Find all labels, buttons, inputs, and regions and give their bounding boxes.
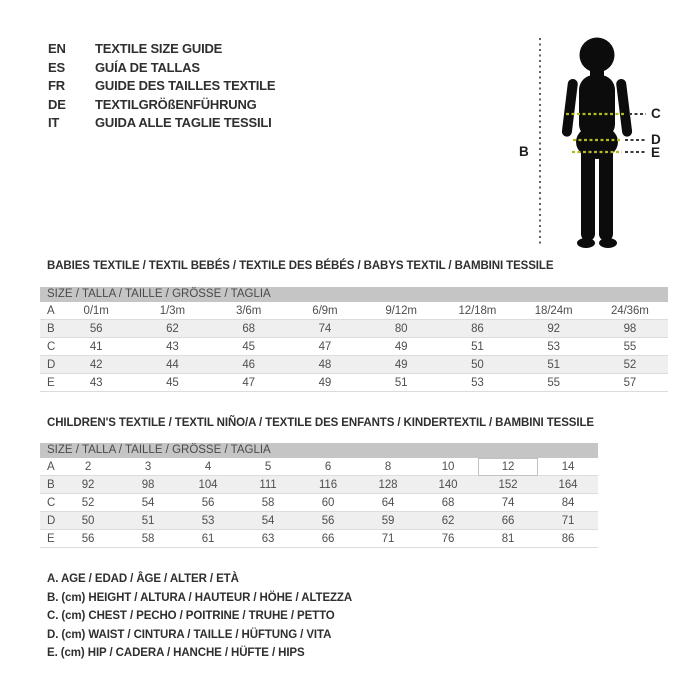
table-cell: 50	[81, 514, 95, 527]
table-cell: 86	[471, 322, 484, 335]
table-row	[40, 320, 668, 338]
row-label: C	[47, 496, 56, 509]
figure-label-chest: C	[651, 106, 661, 121]
table-cell: 84	[561, 496, 575, 509]
measurement-legend	[47, 570, 352, 663]
table-cell: 12/18m	[458, 304, 497, 317]
row-label: E	[47, 532, 55, 545]
table-row	[40, 356, 668, 374]
table-cell: 140	[438, 478, 458, 491]
table-cell: 116	[318, 478, 338, 491]
table-cell: 59	[381, 514, 395, 527]
table-cell: 98	[141, 478, 155, 491]
table-cell: 24/36m	[610, 304, 649, 317]
table-row	[40, 338, 668, 356]
table-cell: 61	[201, 532, 215, 545]
table-cell: 46	[242, 358, 255, 371]
table-cell: 51	[394, 376, 408, 389]
table-cell: 10	[441, 460, 455, 473]
row-label: D	[47, 358, 56, 371]
language-list	[48, 40, 275, 133]
table-cell: 45	[242, 340, 255, 353]
table-cell: 1/3m	[159, 304, 185, 317]
table-cell: 6/9m	[312, 304, 338, 317]
table-cell: 80	[394, 322, 408, 335]
table-cell: 50	[471, 358, 484, 371]
table-cell: 44	[166, 358, 179, 371]
row-label: C	[47, 340, 56, 353]
legend-item-waist: D. (cm) WAIST / CINTURA / TAILLE / HÜFTUNG / VITA	[47, 628, 332, 641]
table-cell: 2	[84, 460, 92, 473]
language-code: DE	[48, 96, 66, 112]
table-cell: 86	[561, 532, 575, 545]
language-row	[48, 114, 275, 133]
table-cell: 54	[141, 496, 155, 509]
language-title: GUÍA DE TALLAS	[95, 59, 200, 75]
language-title: TEXTILGRÖßENFÜHRUNG	[95, 96, 257, 112]
table-cell: 71	[381, 532, 395, 545]
table-cell: 56	[81, 532, 95, 545]
table-cell: 0/1m	[83, 304, 109, 317]
table-cell: 53	[201, 514, 215, 527]
table-cell: 49	[394, 358, 408, 371]
babies-section-heading: BABIES TEXTILE / TEXTIL BEBÉS / TEXTILE DES BÉBÉS / BABYS TEXTIL / BAMBINI TESSILE	[47, 260, 554, 272]
table-cell: 49	[394, 340, 408, 353]
table-cell: 55	[547, 376, 560, 389]
row-label: E	[47, 376, 55, 389]
table-cell: 56	[89, 322, 103, 335]
row-label: B	[47, 322, 55, 335]
language-title: GUIDA ALLE TAGLIE TESSILI	[95, 115, 272, 130]
table-cell: 60	[321, 496, 335, 509]
children-size-table	[40, 443, 598, 548]
table-cell: 52	[81, 496, 95, 509]
table-cell: 48	[318, 358, 332, 371]
language-row	[48, 77, 275, 96]
table-cell: 9/12m	[385, 304, 417, 317]
table-cell: 62	[166, 322, 179, 335]
table-cell: 58	[141, 532, 155, 545]
table-cell: 56	[321, 514, 335, 527]
table-cell: 52	[623, 358, 637, 371]
table-row	[40, 374, 668, 392]
table-cell: 56	[201, 496, 215, 509]
table-cell: 68	[441, 496, 455, 509]
row-label: B	[47, 478, 55, 491]
table-cell: 152	[498, 478, 518, 491]
size-header-bar: SIZE / TALLA / TAILLE / GRÖSSE / TAGLIA	[40, 443, 598, 458]
table-cell: 51	[547, 358, 560, 371]
table-cell: 14	[561, 460, 575, 473]
language-code: EN	[48, 41, 66, 56]
language-title: GUIDE DES TAILLES TEXTILE	[95, 78, 276, 93]
table-cell: 64	[381, 496, 395, 509]
highlighted-size-cell: 12	[478, 458, 538, 476]
table-cell: 62	[441, 514, 455, 527]
table-cell: 76	[441, 532, 455, 545]
table-row	[40, 512, 598, 530]
language-code: FR	[48, 78, 65, 93]
table-row	[40, 530, 598, 548]
table-cell: 41	[89, 340, 103, 353]
table-cell: 74	[318, 322, 332, 335]
figure-label-height: B	[519, 144, 529, 159]
legend-item-age: A. AGE / EDAD / ÂGE / ALTER / ETÀ	[47, 573, 239, 585]
table-cell: 53	[471, 376, 484, 389]
table-cell: 104	[198, 478, 218, 491]
table-cell: 3/6m	[236, 304, 262, 317]
table-cell: 8	[384, 460, 392, 473]
language-row	[48, 59, 275, 78]
table-cell: 98	[623, 322, 637, 335]
table-cell: 43	[166, 340, 179, 353]
table-cell: 53	[547, 340, 560, 353]
table-cell: 68	[242, 322, 255, 335]
table-cell: 5	[264, 460, 272, 473]
figure-label-hip: E	[651, 145, 661, 160]
table-cell: 49	[318, 376, 332, 389]
table-cell: 45	[166, 376, 179, 389]
legend-item-height: B. (cm) HEIGHT / ALTURA / HAUTEUR / HÖHE / ALTEZZA	[47, 591, 353, 604]
row-label: A	[47, 304, 55, 317]
legend-item-hip: E. (cm) HIP / CADERA / HANCHE / HÜFTE / HIPS	[47, 647, 305, 660]
table-cell: 58	[261, 496, 275, 509]
table-cell: 63	[261, 532, 275, 545]
table-cell: 42	[89, 358, 103, 371]
table-cell: 71	[561, 514, 575, 527]
row-label: A	[47, 460, 55, 473]
figure-label-waist: D	[651, 132, 661, 147]
table-cell: 92	[547, 322, 560, 335]
table-cell: 47	[242, 376, 255, 389]
table-cell: 51	[141, 514, 155, 527]
table-row	[40, 302, 668, 320]
row-label: D	[47, 514, 56, 527]
table-cell: 81	[501, 532, 515, 545]
table-cell: 164	[558, 478, 578, 491]
language-title: TEXTILE SIZE GUIDE	[95, 41, 223, 56]
table-cell: 47	[318, 340, 332, 353]
table-cell: 54	[261, 514, 275, 527]
table-cell: 43	[89, 376, 103, 389]
language-code: IT	[48, 115, 60, 130]
table-cell: 66	[321, 532, 335, 545]
table-cell: 111	[259, 478, 277, 491]
size-header-bar: SIZE / TALLA / TAILLE / GRÖSSE / TAGLIA	[40, 287, 668, 302]
table-cell: 66	[501, 514, 515, 527]
table-row	[40, 458, 598, 476]
legend-item-chest: C. (cm) CHEST / PECHO / POITRINE / TRUHE / PETTO	[47, 610, 335, 623]
babies-size-table	[40, 287, 668, 392]
language-code: ES	[48, 59, 65, 75]
table-cell: 4	[204, 460, 212, 473]
table-cell: 55	[623, 340, 637, 353]
table-cell: 3	[144, 460, 152, 473]
toddler-silhouette-figure	[500, 23, 665, 253]
table-row	[40, 494, 598, 512]
table-cell: 6	[324, 460, 332, 473]
table-cell: 51	[471, 340, 484, 353]
table-cell: 57	[623, 376, 637, 389]
language-row	[48, 96, 275, 115]
table-cell: 74	[501, 496, 515, 509]
table-cell: 128	[378, 478, 398, 491]
table-row	[40, 476, 598, 494]
toddler-silhouette-icon	[500, 23, 665, 253]
children-section-heading: CHILDREN'S TEXTILE / TEXTIL NIÑO/A / TEXTILE DES ENFANTS / KINDERTEXTIL / BAMBINI TESSILE	[47, 417, 594, 429]
table-cell: 18/24m	[534, 304, 573, 317]
table-cell: 92	[81, 478, 95, 491]
language-row	[48, 40, 275, 59]
